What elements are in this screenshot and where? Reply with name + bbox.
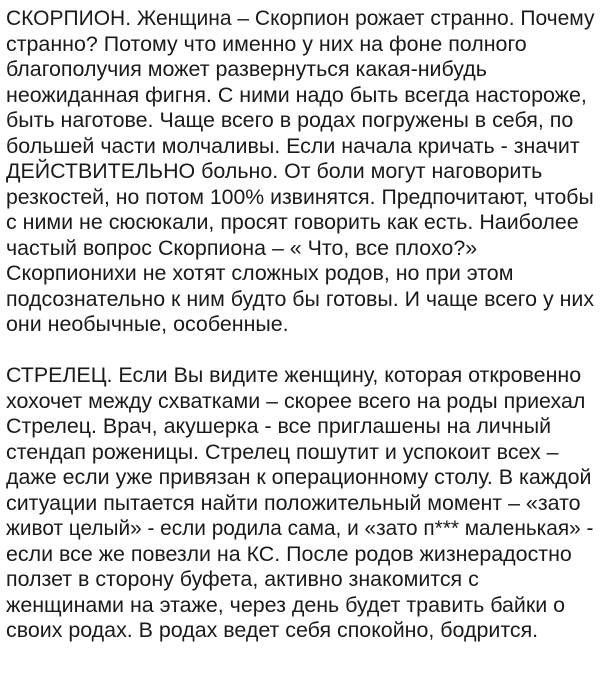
text-line: ситуации пытается найти положительный момент – «зато — [6, 490, 581, 515]
paragraph-sagittarius — [6, 363, 596, 644]
text-line: Скорпионихи не хотят сложных родов, но при этом — [6, 261, 514, 285]
text-line: живот целый» - если родила сама, и «зато п*** маленькая» - — [6, 517, 594, 540]
text-line: с ними не сюсюкали, просят говорить как есть. Наиболее — [6, 210, 579, 234]
text-line: если все же повезли на КС. После родов жизнерадостно — [6, 541, 572, 566]
text-line: резкостей, но потом 100% извинятся. Предпочитают, чтобы — [6, 184, 594, 209]
document-body — [6, 6, 596, 644]
text-line: СКОРПИОН. Женщина – Скорпион рожает странно. Почему — [6, 7, 595, 30]
text-line: подсознательно к ним будто бы готовы. И чаще всего у них — [6, 286, 595, 311]
text-line: хохочет между схватками – скорее всего на роды приехал — [6, 388, 586, 413]
text-line: они необычные, особенные. — [6, 312, 289, 336]
text-line: благополучия может развернуться какая-нибудь — [6, 57, 487, 81]
text-line: Стрелец. Врач, акушерка - все приглашены на личный — [6, 414, 552, 438]
text-line: неожиданная фигня. С ними надо быть всегда настороже, — [6, 82, 587, 107]
text-line: своих родах. В родах ведет себя спокойно, бодрится. — [6, 618, 539, 642]
text-line: ДЕЙСТВИТЕЛЬНО больно. От боли могут наговорить — [6, 159, 543, 183]
text-line: большей части молчаливы. Если начала кричать - значит — [6, 133, 580, 158]
text-line: странно? Потому что именно у них на фоне полного — [6, 31, 527, 56]
text-line: женщинами на этаже, через день будет травить байки о — [6, 592, 566, 617]
text-line: даже если уже привязан к операционному столу. В каждой — [6, 465, 592, 489]
paragraph-scorpio — [6, 6, 596, 338]
text-line: СТРЕЛЕЦ. Если Вы видите женщину, которая откровенно — [6, 363, 582, 387]
text-line: ползет в сторону буфета, активно знакомится с — [6, 567, 479, 591]
text-line: быть наготове. Чаще всего в родах погружены в себя, по — [6, 108, 574, 132]
text-line: частый вопрос Скорпиона – « Что, все плохо?» — [6, 235, 478, 260]
paragraph-spacer — [6, 338, 596, 364]
text-line: стендап роженицы. Стрелец пошутит и успокоит всех – — [6, 439, 559, 464]
